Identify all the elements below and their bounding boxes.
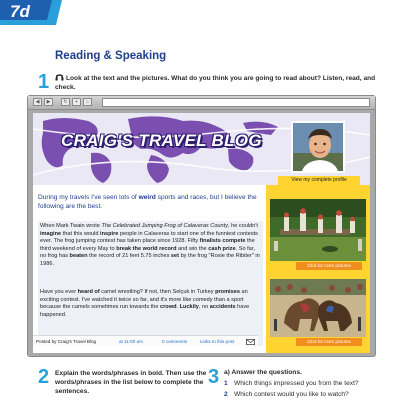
- email-icon[interactable]: [246, 339, 255, 345]
- para1-segment: set: [170, 253, 180, 260]
- question-2-number: 2: [224, 391, 228, 398]
- comments-link[interactable]: 0 comments: [162, 339, 188, 344]
- para1-segment: . So far, no frog has: [40, 245, 255, 260]
- exercise-1-number: 1: [38, 71, 50, 93]
- intro-bold-word: weird: [138, 194, 156, 201]
- refresh-icon[interactable]: ↻: [61, 98, 70, 106]
- post-time-link[interactable]: at 11:00 am: [119, 339, 143, 344]
- para2-segment: promises: [215, 289, 240, 295]
- exercise-3-heading-text: Answer the questions.: [231, 369, 302, 376]
- para2-segment: crowd: [160, 304, 177, 311]
- section-title: Reading & Speaking: [55, 50, 167, 62]
- para1-segment: break the world record: [116, 245, 177, 252]
- exercise-3-heading: [224, 369, 302, 376]
- blog-intro: [38, 193, 263, 211]
- post-footer: [33, 335, 258, 346]
- para1-segment: imagine: [40, 230, 62, 237]
- para2-segment: have happened.: [40, 304, 250, 318]
- blog-title: CRAIG'S TRAVEL BLOG: [61, 131, 262, 150]
- intro-text-a: During my travels I've seen lots of: [38, 194, 139, 201]
- browser-toolbar: [28, 96, 375, 110]
- unit-tab-label: 7d: [10, 2, 30, 21]
- para1-segment: , he couldn't: [228, 223, 258, 229]
- frog-contest-photo[interactable]: [270, 199, 366, 261]
- posted-by: Posted by Craig's Travel Blog: [36, 339, 97, 344]
- exercise-3-part-label: a): [224, 369, 230, 376]
- exercise-3-number: 3: [208, 366, 220, 388]
- blog-paragraph-camel: [38, 289, 263, 319]
- view-profile-link[interactable]: View my complete profile: [278, 176, 360, 185]
- exercise-1-text: Look at the text and the pictures. What do you think you are going to read about? Listen, read, and check.: [55, 75, 376, 92]
- camel-wrestling-photo-illustration: [270, 279, 366, 337]
- para2-segment: accidents: [209, 304, 236, 311]
- blog-page: [33, 113, 370, 353]
- para2-segment: camel wrestling? If not, then Selçuk in Turkey: [99, 289, 216, 295]
- para1-segment: and win the: [176, 245, 209, 252]
- more-pictures-link-2[interactable]: Click for more pictures: [296, 338, 362, 346]
- para1-segment: finalists compete: [199, 238, 246, 245]
- intro-text-c: sports and races, but I believe the following are the best.: [38, 194, 257, 211]
- question-1-number: 1: [224, 380, 228, 387]
- para2-segment: .: [176, 304, 180, 311]
- para2-segment: , no: [198, 304, 210, 311]
- forward-arrow-icon[interactable]: ▶: [44, 98, 53, 106]
- listen-audio-icon[interactable]: [55, 74, 64, 81]
- para1-segment: The Celebrated Jumping Frog of Calaveras County: [101, 223, 228, 229]
- exercise-1-instruction: [55, 74, 377, 92]
- exercise-2-instruction: Explain the words/phrases in bold. Then use the words/phrases in the list below to complete the sentences.: [55, 370, 207, 396]
- question-2-text: Which contest would you like to watch?: [234, 391, 349, 398]
- blog-paragraph-frog: [38, 223, 263, 269]
- para2-segment: heard of: [77, 289, 100, 295]
- frog-contest-photo-illustration: [270, 199, 366, 261]
- address-bar[interactable]: [102, 98, 370, 107]
- add-icon[interactable]: +: [72, 98, 81, 106]
- exercise-2-number: 2: [38, 366, 50, 388]
- camel-wrestling-photo[interactable]: [270, 279, 366, 337]
- home-icon[interactable]: ⌂: [83, 98, 92, 106]
- para1-segment: by the frog "Rosie the Ribiter" in 1986.: [40, 253, 260, 267]
- question-1-text: Which things impressed you from the text?: [234, 380, 359, 387]
- para1-segment: When Mark Twain wrote: [40, 223, 102, 229]
- more-pictures-link-1[interactable]: Click for more pictures: [296, 262, 362, 270]
- browser-window: [27, 95, 376, 357]
- para2-segment: Have you ever: [40, 289, 78, 295]
- para1-segment: the third weekend of every May to: [40, 238, 255, 252]
- unit-tab: [0, 0, 62, 25]
- para1-segment: the record of 21 feet 5.75 inches: [87, 253, 171, 260]
- links-to-post[interactable]: Links to this post: [200, 339, 235, 344]
- para1-segment: beaten: [69, 253, 88, 260]
- para1-segment: that this would: [61, 230, 101, 237]
- para1-segment: inspire: [100, 230, 119, 237]
- photo-sidebar: [266, 185, 370, 353]
- profile-photo[interactable]: [291, 121, 345, 173]
- para2-segment: Luckily: [179, 304, 199, 311]
- profile-avatar-illustration: [293, 123, 345, 173]
- back-arrow-icon[interactable]: ◀: [33, 98, 42, 106]
- blog-post-body: [38, 221, 263, 346]
- para1-segment: cash prize: [208, 245, 236, 252]
- para1-segment: people in Calaveras to start one of the funniest contests ever. The frog jumping contest has taken place since 1928. Fifty: [40, 230, 258, 245]
- profile-panel: [273, 121, 363, 191]
- para2-segment: an exciting contest. I've watched it twice so far, and it's more like comedy than a sport because the camels sometimes run towards the: [40, 289, 248, 311]
